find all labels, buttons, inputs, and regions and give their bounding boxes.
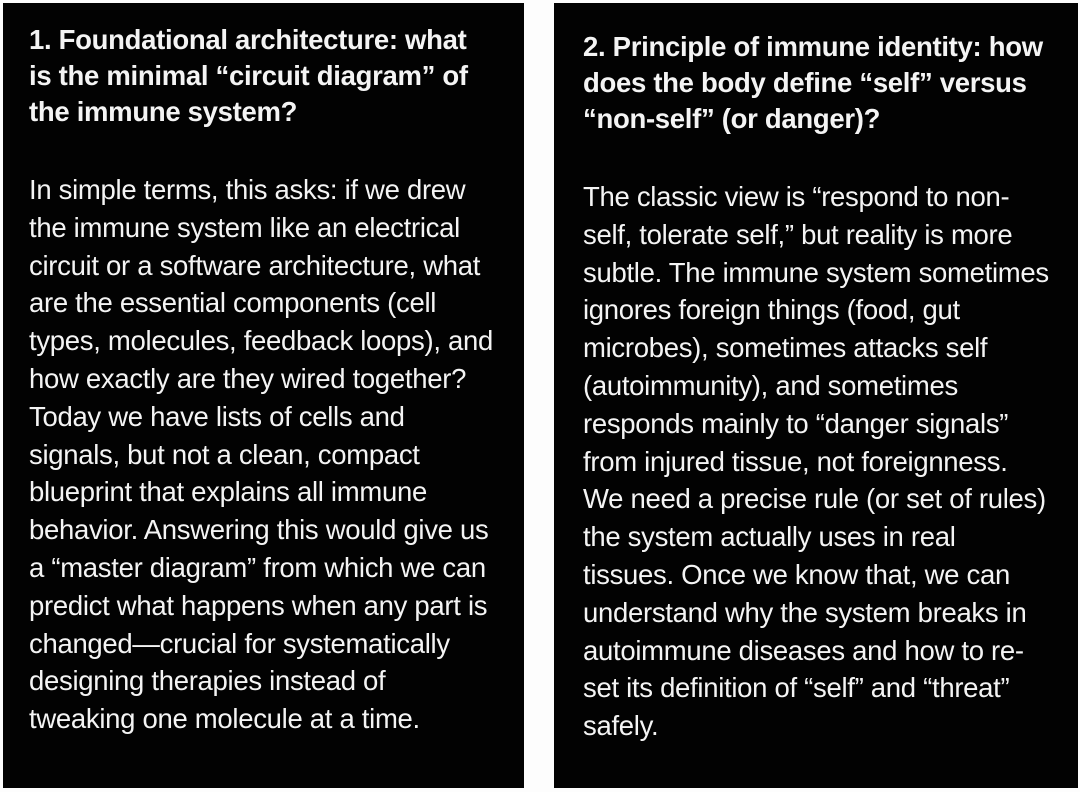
question-2-heading: 2. Principle of immune identity: how does the body define “self” versus “non-self” (or danger)? [583, 31, 1043, 134]
question-1-body: In simple terms, this asks: if we drew the immune system like an electrical circuit or a software architecture, what are the essential components (cell types, molecules, feedback loops), and how exactly are they wired together? Today we have lists of cells and signals, but not a clean, compact blueprint that explains all immune behavior. Answering this would give us a “master diagram” from which we can predict what happens when any part is changed—crucial for systematically designing therapies instead of tweaking one molecule at a time. [29, 174, 494, 735]
question-1-heading: 1. Foundational architecture: what is the minimal “circuit diagram” of the immune system? [29, 24, 468, 127]
question-2-body: The classic view is “respond to non-self, tolerate self,” but reality is more subtle. The immune system sometimes ignores foreign things (food, gut microbes), sometimes attacks self (autoimmunity), and sometimes responds mainly to “danger signals” from injured tissue, not foreignness. We need a precise rule (or set of rules) the system actually uses in real tissues. Once we know that, we can understand why the system breaks in autoimmune diseases and how to re-set its definition of “self” and “threat” safely. [583, 181, 1049, 742]
question-card-1 [3, 3, 524, 788]
question-card-2 [554, 3, 1078, 788]
